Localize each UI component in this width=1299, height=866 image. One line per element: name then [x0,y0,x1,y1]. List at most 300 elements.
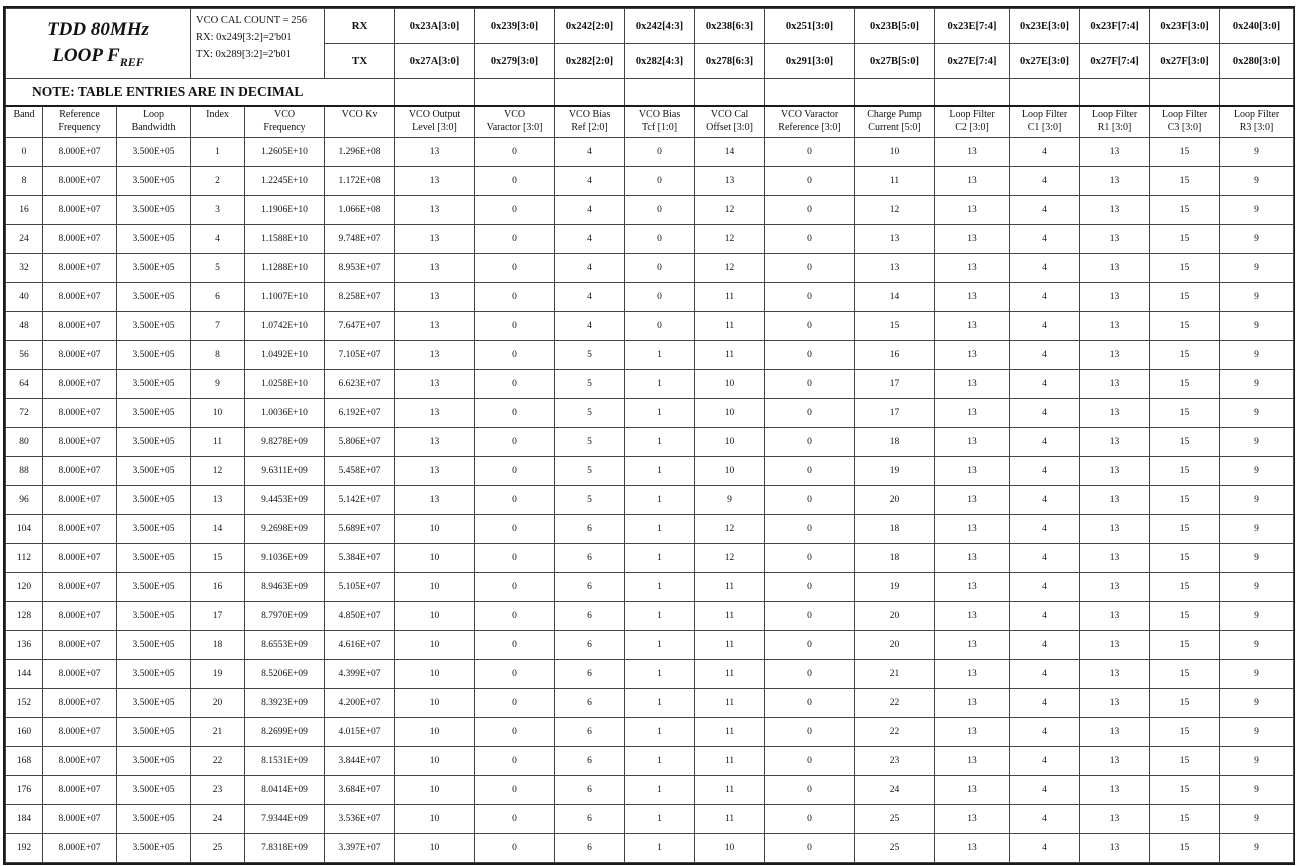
table-cell: 1 [625,457,695,486]
column-header [1010,106,1080,138]
table-cell: 8.000E+07 [43,283,117,312]
table-cell: 10 [395,718,475,747]
rx-register: 0x242[4:3] [625,9,695,44]
column-header-line: VCO Output [408,109,461,120]
column-header-line: Current [5:0] [868,122,921,133]
table-cell: 13 [1080,254,1150,283]
table-cell: 5 [555,457,625,486]
column-header [555,106,625,138]
title-line2: LOOP $F_{REF}$ [52,45,144,69]
table-cell: 1 [625,341,695,370]
table-row [6,544,1294,573]
column-header [625,106,695,138]
table-cell: 4 [555,225,625,254]
table-cell: 0 [765,399,855,428]
table-cell: 8.000E+07 [43,834,117,863]
table-cell: 18 [855,515,935,544]
table-row [6,747,1294,776]
table-cell: 7.8318E+09 [245,834,325,863]
table-cell: 15 [1150,631,1220,660]
table-cell: 3.500E+05 [117,312,191,341]
table-row [6,631,1294,660]
table-cell: 13 [1080,138,1150,167]
table-cell: 160 [6,718,43,747]
table-cell: 9 [1220,544,1294,573]
table-cell: 15 [1150,689,1220,718]
table-cell: 5.384E+07 [325,544,395,573]
vco-register-table [5,8,1294,863]
table-cell: 10 [695,428,765,457]
table-cell: 5 [555,370,625,399]
blank-cell [395,79,475,107]
table-cell: 3.500E+05 [117,138,191,167]
table-cell: 13 [935,399,1010,428]
table-cell: 0 [765,689,855,718]
table-cell: 13 [935,428,1010,457]
table-cell: 2 [191,167,245,196]
column-header [395,106,475,138]
table-cell: 13 [935,196,1010,225]
table-cell: 6 [555,631,625,660]
table-cell: 1.172E+08 [325,167,395,196]
table-cell: 9 [1220,196,1294,225]
table-cell: 0 [475,457,555,486]
table-cell: 192 [6,834,43,863]
table-cell: 12 [695,544,765,573]
table-cell: 13 [1080,747,1150,776]
table-cell: 8.000E+07 [43,341,117,370]
table-cell: 6 [555,834,625,863]
column-header-line: Varactor [3:0] [486,122,543,133]
table-cell: 5.689E+07 [325,515,395,544]
table-cell: 13 [935,225,1010,254]
table-cell: 9 [1220,515,1294,544]
table-cell: 3.500E+05 [117,776,191,805]
table-row [6,573,1294,602]
table-cell: 0 [475,428,555,457]
table-cell: 13 [1080,428,1150,457]
table-cell: 0 [475,776,555,805]
table-cell: 3.500E+05 [117,370,191,399]
rx-register: 0x23F[3:0] [1150,9,1220,44]
table-cell: 9 [1220,399,1294,428]
table-cell: 13 [1080,834,1150,863]
table-cell: 10 [395,631,475,660]
table-cell: 4 [1010,689,1080,718]
table-cell: 13 [1080,312,1150,341]
table-cell: 13 [1080,370,1150,399]
table-cell: 10 [395,776,475,805]
tx-register: 0x27E[3:0] [1010,44,1080,79]
table-cell: 9 [1220,602,1294,631]
table-cell: 13 [935,138,1010,167]
table-cell: 10 [395,602,475,631]
table-cell: 10 [395,515,475,544]
table-cell: 9 [1220,660,1294,689]
table-cell: 6 [555,747,625,776]
table-cell: 15 [1150,370,1220,399]
table-cell: 1 [625,428,695,457]
table-cell: 3.684E+07 [325,776,395,805]
table-row [6,138,1294,167]
table-cell: 0 [475,283,555,312]
table-cell: 3.500E+05 [117,544,191,573]
table-cell: 3.500E+05 [117,486,191,515]
table-cell: 10 [695,457,765,486]
table-cell: 1 [625,370,695,399]
table-cell: 168 [6,747,43,776]
table-cell: 10 [395,834,475,863]
table-cell: 13 [395,225,475,254]
table-cell: 4 [1010,341,1080,370]
column-header [325,106,395,138]
table-cell: 3.500E+05 [117,689,191,718]
table-cell: 0 [625,283,695,312]
table-cell: 15 [855,312,935,341]
table-cell: 4.015E+07 [325,718,395,747]
tx-register: 0x280[3:0] [1220,44,1294,79]
rx-register: 0x23B[5:0] [855,9,935,44]
table-cell: 0 [475,805,555,834]
table-cell: 1.0036E+10 [245,399,325,428]
table-cell: 4 [1010,573,1080,602]
table-cell: 16 [855,341,935,370]
table-cell: 9.748E+07 [325,225,395,254]
table-cell: 13 [935,689,1010,718]
table-cell: 56 [6,341,43,370]
column-header-line: VCO Cal [710,109,749,120]
table-cell: 0 [475,312,555,341]
blank-cell [555,79,625,107]
table-cell: 6 [555,718,625,747]
table-cell: 11 [695,747,765,776]
table-cell: 3.500E+05 [117,718,191,747]
column-header-line: Reference [3:0] [778,122,841,133]
table-cell: 4 [555,138,625,167]
table-cell: 11 [695,689,765,718]
table-cell: 13 [935,486,1010,515]
table-cell: 11 [695,718,765,747]
table-cell: 0 [765,718,855,747]
table-cell: 1 [625,718,695,747]
register-table-frame [3,6,1295,865]
table-cell: 72 [6,399,43,428]
table-cell: 10 [695,370,765,399]
column-header-line: Charge Pump [867,109,922,120]
table-cell: 0 [625,312,695,341]
table-cell: 13 [935,283,1010,312]
table-cell: 6 [555,776,625,805]
rx-register: 0x23E[3:0] [1010,9,1080,44]
table-cell: 10 [395,747,475,776]
blank-cell [1220,79,1294,107]
table-cell: 6 [555,515,625,544]
table-cell: 3.500E+05 [117,196,191,225]
table-cell: 6 [555,689,625,718]
table-cell: 9 [1220,776,1294,805]
table-cell: 7.9344E+09 [245,805,325,834]
table-cell: 22 [191,747,245,776]
table-cell: 6.623E+07 [325,370,395,399]
table-cell: 25 [855,805,935,834]
table-cell: 12 [695,225,765,254]
table-cell: 11 [695,631,765,660]
table-cell: 96 [6,486,43,515]
rx-register: 0x240[3:0] [1220,9,1294,44]
table-cell: 13 [1080,225,1150,254]
table-cell: 9 [1220,370,1294,399]
decimal-note: NOTE: TABLE ENTRIES ARE IN DECIMAL [6,79,395,107]
table-cell: 6 [191,283,245,312]
table-cell: 8.000E+07 [43,312,117,341]
table-cell: 23 [191,776,245,805]
table-cell: 11 [695,660,765,689]
table-cell: 8.258E+07 [325,283,395,312]
table-cell: 8.000E+07 [43,689,117,718]
table-cell: 9.4453E+09 [245,486,325,515]
table-cell: 20 [191,689,245,718]
table-cell: 10 [395,805,475,834]
table-cell: 8.000E+07 [43,167,117,196]
rx-label: RX [325,9,395,44]
table-cell: 13 [935,805,1010,834]
table-cell: 15 [1150,544,1220,573]
table-cell: 3.500E+05 [117,515,191,544]
table-cell: 4 [1010,370,1080,399]
vco-cal-info [191,9,325,79]
blank-cell [625,79,695,107]
table-row [6,341,1294,370]
table-cell: 1 [625,776,695,805]
table-cell: 13 [395,399,475,428]
table-cell: 13 [1080,689,1150,718]
table-cell: 88 [6,457,43,486]
table-cell: 4 [555,254,625,283]
table-cell: 0 [765,834,855,863]
vco-cal-tx: TX: 0x289[3:2]=2'b01 [196,49,292,60]
table-cell: 12 [855,196,935,225]
table-cell: 5.458E+07 [325,457,395,486]
column-header [1220,106,1294,138]
table-cell: 8.000E+07 [43,776,117,805]
table-cell: 1.2245E+10 [245,167,325,196]
table-cell: 13 [935,370,1010,399]
table-cell: 1 [625,486,695,515]
table-cell: 8.000E+07 [43,747,117,776]
table-cell: 64 [6,370,43,399]
table-cell: 0 [765,631,855,660]
table-cell: 25 [855,834,935,863]
table-cell: 4 [1010,283,1080,312]
table-cell: 4 [555,283,625,312]
table-cell: 15 [1150,341,1220,370]
table-cell: 11 [695,602,765,631]
table-cell: 4 [1010,312,1080,341]
table-cell: 0 [475,689,555,718]
table-cell: 9 [1220,457,1294,486]
table-row [6,660,1294,689]
table-cell: 6 [555,660,625,689]
table-cell: 9 [1220,805,1294,834]
table-cell: 0 [765,254,855,283]
table-cell: 0 [475,138,555,167]
table-cell: 8.7970E+09 [245,602,325,631]
table-cell: 4 [555,196,625,225]
table-cell: 15 [1150,225,1220,254]
tx-label: TX [325,44,395,79]
table-cell: 19 [855,573,935,602]
table-cell: 4.200E+07 [325,689,395,718]
table-cell: 8.000E+07 [43,457,117,486]
column-header-line: Loop Filter [1161,109,1208,120]
table-cell: 48 [6,312,43,341]
table-cell: 1 [625,631,695,660]
table-cell: 8 [191,341,245,370]
table-cell: 15 [1150,428,1220,457]
table-cell: 0 [765,573,855,602]
table-cell: 15 [1150,602,1220,631]
table-cell: 10 [395,573,475,602]
table-cell: 11 [695,776,765,805]
table-cell: 4 [1010,718,1080,747]
vco-cal-count: VCO CAL COUNT = 256 [196,15,307,26]
blank-cell [1080,79,1150,107]
table-cell: 4 [1010,167,1080,196]
table-cell: 24 [191,805,245,834]
table-cell: 1 [625,399,695,428]
table-cell: 15 [1150,138,1220,167]
table-cell: 0 [625,167,695,196]
table-cell: 0 [475,486,555,515]
table-cell: 12 [191,457,245,486]
table-cell: 11 [191,428,245,457]
title-line1: TDD 80MHz [47,19,149,40]
table-cell: 1 [625,544,695,573]
table-cell: 0 [475,602,555,631]
table-cell: 13 [855,225,935,254]
table-cell: 9 [1220,225,1294,254]
table-cell: 1 [625,573,695,602]
table-cell: 0 [765,167,855,196]
table-cell: 13 [935,718,1010,747]
table-cell: 3.500E+05 [117,573,191,602]
table-cell: 11 [695,573,765,602]
table-cell: 8.000E+07 [43,573,117,602]
table-cell: 1.296E+08 [325,138,395,167]
table-cell: 13 [395,138,475,167]
column-header [191,106,245,138]
table-cell: 13 [695,167,765,196]
column-header-line: Loop Filter [949,109,995,120]
table-cell: 120 [6,573,43,602]
table-cell: 13 [1080,544,1150,573]
table-cell: 0 [765,805,855,834]
table-cell: 13 [935,602,1010,631]
table-cell: 15 [1150,515,1220,544]
table-cell: 13 [935,631,1010,660]
table-cell: 13 [395,254,475,283]
table-cell: 5 [555,428,625,457]
table-cell: 9 [1220,138,1294,167]
table-row [6,399,1294,428]
tx-register: 0x27A[3:0] [395,44,475,79]
table-cell: 3.500E+05 [117,254,191,283]
table-row [6,805,1294,834]
table-cell: 0 [475,225,555,254]
column-header [695,106,765,138]
table-cell: 13 [935,167,1010,196]
table-cell: 4 [1010,225,1080,254]
table-cell: 10 [395,660,475,689]
table-cell: 8.5206E+09 [245,660,325,689]
blank-cell [1150,79,1220,107]
table-cell: 0 [625,138,695,167]
table-cell: 13 [1080,167,1150,196]
table-cell: 13 [1080,631,1150,660]
table-cell: 22 [855,689,935,718]
table-cell: 13 [395,312,475,341]
table-cell: 3.536E+07 [325,805,395,834]
table-cell: 6 [555,602,625,631]
table-cell: 8.000E+07 [43,138,117,167]
table-cell: 13 [1080,660,1150,689]
table-cell: 16 [6,196,43,225]
table-cell: 5.806E+07 [325,428,395,457]
table-cell: 13 [1080,399,1150,428]
column-header-line: C2 [3:0] [955,122,989,133]
table-row [6,283,1294,312]
table-cell: 4 [1010,602,1080,631]
column-header-line: Ref [2:0] [571,122,608,133]
rx-register: 0x23F[7:4] [1080,9,1150,44]
table-cell: 0 [765,138,855,167]
table-cell: 0 [765,370,855,399]
table-cell: 0 [6,138,43,167]
table-cell: 0 [765,602,855,631]
table-cell: 9 [1220,428,1294,457]
table-cell: 11 [695,283,765,312]
table-cell: 15 [1150,718,1220,747]
table-cell: 3.500E+05 [117,283,191,312]
table-cell: 15 [1150,254,1220,283]
table-cell: 15 [1150,283,1220,312]
title-subscript: REF [119,55,144,69]
table-cell: 112 [6,544,43,573]
table-cell: 8.000E+07 [43,718,117,747]
table-row [6,776,1294,805]
table-cell: 1 [191,138,245,167]
table-cell: 4.850E+07 [325,602,395,631]
table-cell: 1 [625,515,695,544]
rx-register: 0x23E[7:4] [935,9,1010,44]
table-cell: 9 [1220,341,1294,370]
table-cell: 9.8278E+09 [245,428,325,457]
table-cell: 15 [1150,834,1220,863]
table-cell: 13 [935,457,1010,486]
table-cell: 13 [1080,341,1150,370]
table-cell: 0 [475,544,555,573]
table-cell: 8.6553E+09 [245,631,325,660]
table-cell: 12 [695,515,765,544]
blank-cell [935,79,1010,107]
column-header [855,106,935,138]
table-cell: 6 [555,805,625,834]
table-cell: 8.0414E+09 [245,776,325,805]
table-cell: 21 [191,718,245,747]
table-cell: 4.616E+07 [325,631,395,660]
column-header-row [6,106,1294,138]
blank-cell [855,79,935,107]
